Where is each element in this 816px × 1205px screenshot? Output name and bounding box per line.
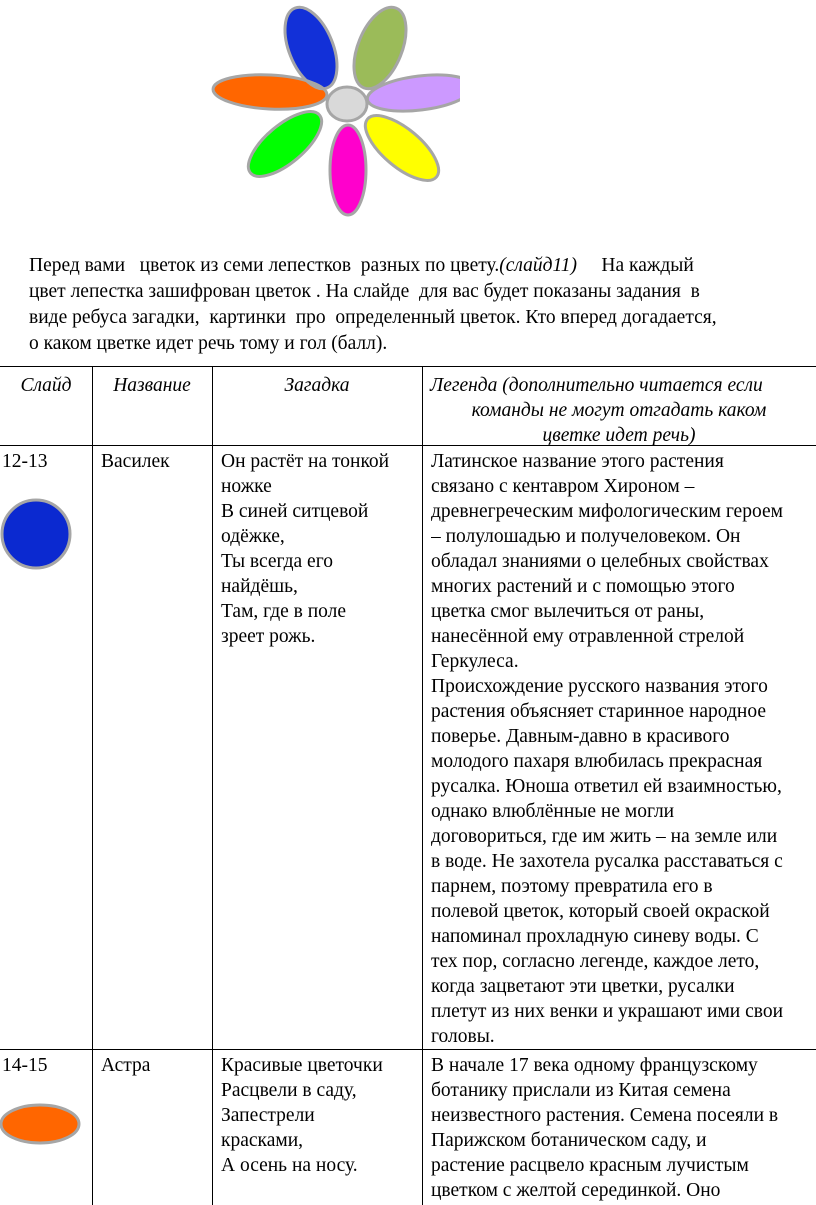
header-name: Название [113,375,191,396]
orange-ellipse-marker [0,1100,84,1148]
blue-circle-marker [0,497,74,571]
table-row-1-name: Василек [101,451,170,472]
table-row-2-riddle: Красивые цветочки Расцвели в саду, Запестрели красками, А осень на носу. [221,1055,383,1176]
table-row-2-name: Астра [101,1055,151,1076]
header-riddle: Загадка [284,375,350,396]
header-slide: Слайд [20,375,72,396]
header-legend: Легенда (дополнительно читается если команды не могут отгадать каком цветке идет речь) [430,375,767,446]
table-row-2-slide: 14-15 [2,1055,48,1076]
table-row-1-riddle: Он растёт на тонкой ножке В синей ситцевой одёжке, Ты всегда его найдёшь, Там, где в поле зреет рожь. [221,451,390,647]
table-top-border [0,366,816,367]
table-row-1-legend: Латинское название этого растения связано с кентавром Хироном – древнегреческим мифологическим героем – полулошадью и получеловеком. Он обладал знаниями о целебных свойствах многих растений и с помощью этого цветка смог вылечиться от раны, нанесённой ему отравленной стрелой Геркулеса. Происхождение русского названия этого растения объясняет старинное народное поверье. Давным-давно в красивого молодого пахаря влюбилась прекрасная русалка. Юноша ответил ей взаимностью, однако влюблённые не могли договориться, где им жить – на земле или в воде. Не захотела русалка расставаться с парнем, поэтому превратила его в полевой цветок, который своей окраской напоминал прохладную синеву воды. С тех пор, согласно легенде, каждое лето, когда зацветают эти цветки, русалки плетут из них венки и украшают ими свои головы. [431,451,784,1047]
table-col-divider [212,366,213,1205]
slide-reference: (слайд11) [499,255,578,276]
seven-petal-flower-illustration [200,0,460,225]
table-row-2-legend: В начале 17 века одному французскому ботанику прислали из Китая семена неизвестного растения. Семена посеяли в Парижском ботаническом саду, и растение расцвело красным лучистым цветком с желтой серединкой. Оно [431,1055,779,1201]
table-col-divider [92,366,93,1205]
table-row-1-slide: 12-13 [2,451,48,472]
intro-paragraph: Перед вами цветок из семи лепестков разных по цвету.(слайд11) На каждый цвет лепестка зашифрован цветок . На слайде для вас будет показаны задания в виде ребуса загадки, картинки про определенный цветок. Кто вперед догадается, о каком цветке идет речь тому и гол (балл). [29,255,717,354]
table-col-divider [422,366,423,1205]
table-row-divider [0,1049,816,1050]
